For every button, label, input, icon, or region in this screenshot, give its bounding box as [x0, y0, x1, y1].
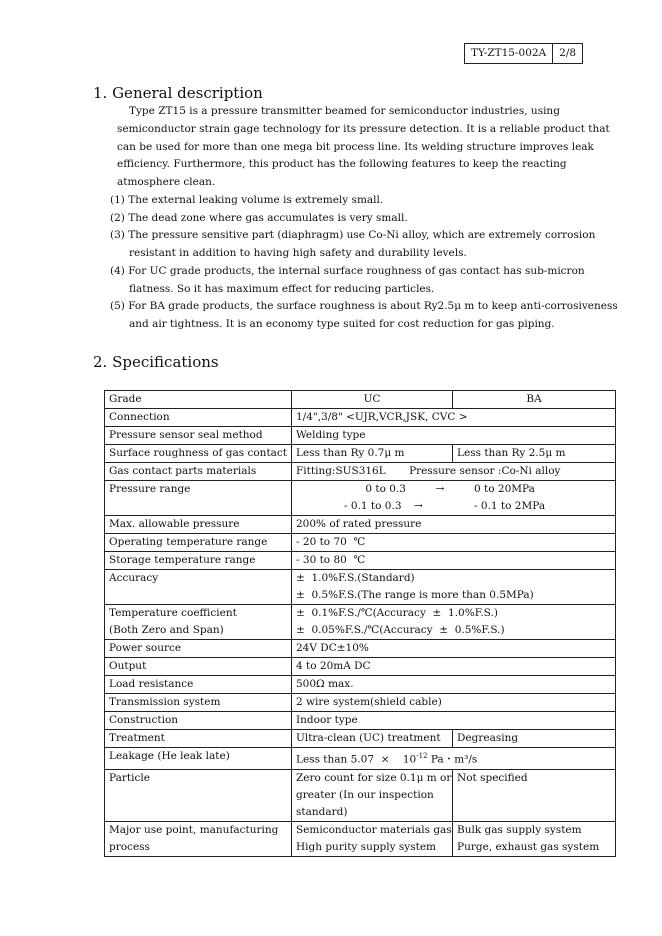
- table-row: [105, 730, 616, 748]
- spec-label: Leakage (He leak late): [105, 748, 292, 770]
- table-row: [105, 605, 616, 640]
- document-id: TY-ZT15-002A: [471, 47, 547, 59]
- spec-value: 24V DC±10%: [292, 640, 616, 658]
- feature-item-4-cont: flatness. So it has maximum effect for reducing particles.: [129, 283, 435, 295]
- specifications-table: [104, 390, 616, 857]
- spec-label: Connection: [105, 409, 292, 427]
- section-2-title: 2. Specifications: [93, 353, 219, 371]
- range-to: - 0.1 to 2MPa: [474, 500, 546, 512]
- spec-value: 1/4",3/8" <UJR,VCR,JSK, CVC >: [292, 409, 616, 427]
- spec-value-ba: Degreasing: [453, 730, 616, 748]
- spec-label: [105, 821, 292, 856]
- use-line: Bulk gas supply system: [457, 823, 582, 836]
- spec-label: Pressure sensor seal method: [105, 427, 292, 445]
- spec-label: Accuracy: [105, 570, 292, 605]
- spec-label: [105, 605, 292, 640]
- leak-unit: Pa・m³/s: [427, 753, 478, 766]
- spec-value: [292, 570, 616, 605]
- feature-item-3: (3) The pressure sensitive part (diaphragm) use Co-Ni alloy, which are extremely corrosion: [110, 229, 596, 241]
- spec-value: 200% of rated pressure: [292, 516, 616, 534]
- table-row: [105, 570, 616, 605]
- accuracy-line: ± 1.0%F.S.(Standard): [296, 572, 415, 584]
- table-row: [105, 748, 616, 770]
- spec-label: Operating temperature range: [105, 534, 292, 552]
- feature-item-5-cont: and air tightness. It is an economy type suited for cost reduction for gas piping.: [129, 318, 555, 330]
- temp-coef-line: ± 0.05%F.S./℃(Accuracy ± 0.5%F.S.): [296, 624, 505, 636]
- table-row: [105, 516, 616, 534]
- spec-value: Fitting:SUS316L Pressure sensor :Co-Ni alloy: [292, 463, 616, 481]
- spec-label: Surface roughness of gas contact: [105, 445, 292, 463]
- spec-label: Max. allowable pressure: [105, 516, 292, 534]
- spec-value: [292, 748, 616, 770]
- range-from: 0 to 0.3: [365, 483, 406, 495]
- document-id-box: [464, 43, 583, 64]
- feature-item-4: (4) For UC grade products, the internal surface roughness of gas contact has sub-micron: [110, 265, 585, 277]
- table-row: [105, 694, 616, 712]
- feature-item-1: (1) The external leaking volume is extremely small.: [110, 194, 384, 206]
- range-from: - 0.1 to 0.3: [344, 500, 402, 512]
- table-row: [105, 658, 616, 676]
- grade-label: Grade: [105, 391, 292, 409]
- table-row: [105, 445, 616, 463]
- table-row: [105, 676, 616, 694]
- spec-value: - 20 to 70 ℃: [292, 534, 616, 552]
- feature-item-2: (2) The dead zone where gas accumulates is very small.: [110, 212, 408, 224]
- temp-coef-line: ± 0.1%F.S./℃(Accuracy ± 1.0%F.S.): [296, 607, 498, 619]
- spec-value: Indoor type: [292, 712, 616, 730]
- spec-value-ba: Not specified: [453, 769, 616, 821]
- paragraph-line: Type ZT15 is a pressure transmitter beamed for semiconductor industries, using: [129, 105, 560, 117]
- table-row: [105, 391, 616, 409]
- table-row: [105, 769, 616, 821]
- range-to: 0 to 20MPa: [474, 483, 535, 495]
- arrow-icon: →: [435, 483, 445, 495]
- spec-label: Gas contact parts materials: [105, 463, 292, 481]
- table-row: [105, 481, 616, 516]
- table-row: [105, 463, 616, 481]
- use-line: High purity supply system: [296, 840, 437, 853]
- spec-value: - 30 to 80 ℃: [292, 552, 616, 570]
- arrow-icon: →: [414, 500, 423, 512]
- spec-value-ba: Less than Ry 2.5μ m: [453, 445, 616, 463]
- particle-line: greater (In our inspection: [296, 788, 434, 801]
- paragraph-line: efficiency. Furthermore, this product has the following features to keep the reacting: [117, 158, 567, 170]
- spec-value-uc: [292, 769, 453, 821]
- spec-label: Construction: [105, 712, 292, 730]
- paragraph-line: semiconductor strain gage technology for its pressure detection. It is a reliable product that: [117, 123, 610, 135]
- spec-label: Power source: [105, 640, 292, 658]
- feature-item-5: (5) For BA grade products, the surface roughness is about Ry2.5μ m to keep anti-corrosiveness: [110, 300, 618, 312]
- spec-value: 4 to 20mA DC: [292, 658, 616, 676]
- table-row: [105, 427, 616, 445]
- accuracy-line: ± 0.5%F.S.(The range is more than 0.5MPa): [296, 589, 534, 601]
- particle-line: Zero count for size 0.1μ m or: [296, 771, 452, 784]
- spec-value-uc: Less than Ry 0.7μ m: [292, 445, 453, 463]
- table-row: [105, 821, 616, 856]
- spec-value-uc: Ultra-clean (UC) treatment: [292, 730, 453, 748]
- use-line: Purge, exhaust gas system: [457, 840, 600, 853]
- spec-label: Treatment: [105, 730, 292, 748]
- spec-label: Transmission system: [105, 694, 292, 712]
- table-row: [105, 552, 616, 570]
- particle-line: standard): [296, 805, 348, 818]
- pressure-range-values: [292, 481, 616, 516]
- paragraph-line: can be used for more than one mega bit process line. Its welding structure improves leak: [117, 141, 594, 153]
- spec-label-line: Temperature coefficient: [109, 607, 237, 619]
- table-row: [105, 409, 616, 427]
- grade-uc: UC: [292, 391, 453, 409]
- use-line: Semiconductor materials gas: [296, 823, 452, 836]
- spec-label: Output: [105, 658, 292, 676]
- spec-label-line: (Both Zero and Span): [109, 624, 224, 636]
- grade-ba: BA: [453, 391, 616, 409]
- page-number: 2/8: [552, 44, 582, 63]
- spec-value-ba: [453, 821, 616, 856]
- table-row: [105, 534, 616, 552]
- section-1-title: 1. General description: [93, 84, 263, 102]
- leak-value: Less than 5.07 × 10: [296, 753, 417, 766]
- spec-value: [292, 605, 616, 640]
- spec-label: Pressure range: [105, 481, 292, 516]
- spec-label: Particle: [105, 769, 292, 821]
- spec-label: Load resistance: [105, 676, 292, 694]
- leak-exponent: -12: [416, 752, 428, 760]
- spec-label-line: process: [109, 840, 150, 853]
- paragraph-line: atmosphere clean.: [117, 176, 216, 188]
- spec-value: 2 wire system(shield cable): [292, 694, 616, 712]
- spec-value: 500Ω max.: [292, 676, 616, 694]
- table-row: [105, 640, 616, 658]
- spec-label-line: Major use point, manufacturing: [109, 823, 279, 836]
- table-row: [105, 712, 616, 730]
- spec-label: Storage temperature range: [105, 552, 292, 570]
- spec-value-uc: [292, 821, 453, 856]
- feature-item-3-cont: resistant in addition to having high safety and durability levels.: [129, 247, 467, 259]
- spec-value: Welding type: [292, 427, 616, 445]
